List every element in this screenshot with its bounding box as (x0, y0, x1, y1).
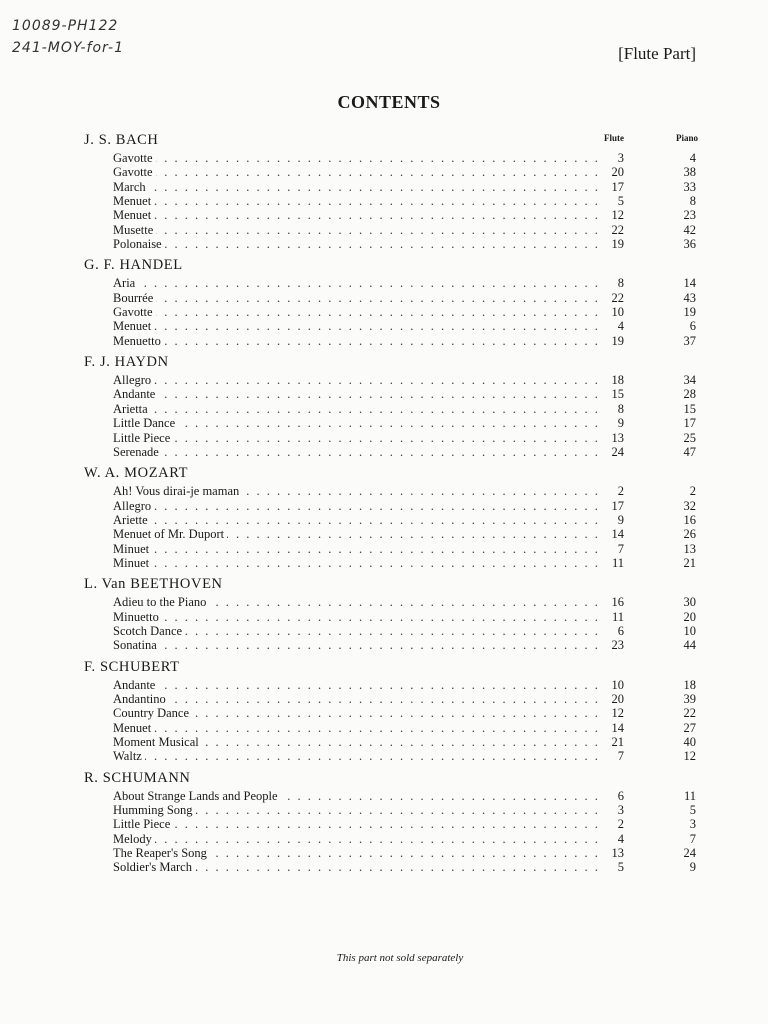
piece-row (0, 678, 768, 692)
piano-page-number: 25 (683, 430, 696, 445)
piano-page-number: 5 (689, 803, 696, 818)
piece-title: Ah! Vous dirai-je maman (113, 484, 242, 498)
piece-title: Menuet (113, 319, 154, 333)
composer-section (0, 657, 768, 764)
piece-row (0, 445, 768, 459)
piece-title-cell (113, 416, 603, 430)
piece-row (0, 638, 768, 652)
flute-page-number: 8 (617, 276, 624, 291)
piano-page-number: 34 (683, 373, 696, 388)
handwritten-catalog-number: 10089-PH122 (12, 18, 119, 34)
piano-page-number: 15 (683, 401, 696, 416)
flute-page-number: 22 (611, 222, 624, 237)
piece-row (0, 499, 768, 513)
piece-title: Adieu to the Piano (113, 595, 209, 609)
flute-page-number: 18 (611, 373, 624, 388)
piece-row (0, 832, 768, 846)
piece-title: Gavotte (113, 305, 156, 319)
piano-page-number: 4 (689, 151, 696, 165)
piece-title: Andante (113, 387, 158, 401)
flute-page-number: 2 (617, 817, 624, 832)
piece-title: Waltz (113, 749, 145, 763)
piece-row (0, 846, 768, 860)
piece-title-cell (113, 860, 603, 874)
piano-page-number: 11 (683, 788, 696, 803)
piece-title: Menuet of Mr. Duport (113, 527, 227, 541)
piece-row (0, 276, 768, 290)
part-label: [Flute Part] (618, 44, 696, 63)
piece-row (0, 803, 768, 817)
piece-row (0, 817, 768, 831)
piano-page-number: 47 (683, 444, 696, 459)
piece-title: About Strange Lands and People (113, 789, 281, 803)
piece-row (0, 610, 768, 624)
piece-title: Arietta (113, 402, 151, 416)
piece-row (0, 595, 768, 609)
piano-page-number: 39 (683, 691, 696, 706)
piece-row (0, 860, 768, 874)
flute-page-number: 7 (617, 749, 624, 764)
composer-section (0, 130, 768, 251)
composer-name: G. F. HANDEL (84, 257, 183, 274)
flute-page-number: 19 (611, 333, 624, 348)
piano-page-number: 7 (689, 831, 696, 846)
piano-page-number: 22 (683, 706, 696, 721)
piece-title-cell (113, 165, 603, 179)
table-of-contents (0, 130, 768, 879)
composer-name: F. SCHUBERT (84, 658, 180, 675)
flute-page-number: 9 (617, 512, 624, 527)
piece-row (0, 431, 768, 445)
piece-title-cell (113, 556, 603, 570)
piece-title: Serenade (113, 445, 162, 459)
piece-title-cell (113, 499, 603, 513)
piece-title: Gavotte (113, 165, 156, 179)
piece-title: Minuetto (113, 610, 162, 624)
piece-title-cell (113, 678, 603, 692)
piece-title: Country Dance (113, 706, 192, 720)
piece-title-cell (113, 373, 603, 387)
piece-title: Little Piece (113, 817, 173, 831)
flute-page-number: 15 (611, 387, 624, 402)
piano-page-number: 23 (683, 208, 696, 223)
flute-page-number: 2 (617, 484, 624, 499)
piece-row (0, 706, 768, 720)
piece-title-cell (113, 692, 603, 706)
piece-row (0, 305, 768, 319)
piece-title: Scotch Dance (113, 624, 185, 638)
piece-title: Allegro (113, 373, 154, 387)
flute-page-number: 7 (617, 541, 624, 556)
piece-row (0, 789, 768, 803)
piano-page-number: 42 (683, 222, 696, 237)
flute-page-number: 10 (611, 677, 624, 692)
piece-row (0, 527, 768, 541)
piano-page-number: 10 (683, 623, 696, 638)
piano-page-number: 9 (689, 860, 696, 875)
piece-title-cell (113, 638, 603, 652)
piece-title-cell (113, 624, 603, 638)
piece-row (0, 223, 768, 237)
piece-title: Menuet (113, 208, 154, 222)
piano-page-number: 27 (683, 720, 696, 735)
piano-page-number: 36 (683, 237, 696, 252)
piano-page-number: 33 (683, 179, 696, 194)
piece-title: Gavotte (113, 151, 156, 165)
flute-page-number: 4 (617, 319, 624, 334)
piano-page-number: 2 (689, 484, 696, 499)
footer-note: This part not sold separately (336, 952, 464, 964)
piano-page-number: 19 (683, 305, 696, 320)
piano-page-number: 40 (683, 735, 696, 749)
piano-page-number: 28 (683, 387, 696, 402)
piece-title-cell (113, 610, 603, 624)
composer-section (0, 574, 768, 652)
piano-page-number: 13 (683, 541, 696, 556)
piano-page-number: 20 (683, 609, 696, 624)
flute-page-number: 3 (617, 151, 624, 165)
piece-title: Allegro (113, 499, 154, 513)
flute-page-number: 11 (611, 609, 624, 624)
piano-page-number: 21 (683, 555, 696, 570)
piece-row (0, 334, 768, 348)
piano-page-number: 16 (683, 512, 696, 527)
flute-page-number: 13 (611, 846, 624, 861)
piece-title-cell (113, 706, 603, 720)
piece-title: Melody (113, 832, 155, 846)
flute-page-number: 16 (611, 595, 624, 610)
piece-title-cell (113, 846, 603, 860)
flute-page-number: 12 (611, 208, 624, 223)
piece-title: Menuet (113, 721, 154, 735)
piece-title-cell (113, 208, 603, 222)
piece-title-cell (113, 803, 603, 817)
flute-page-number: 4 (617, 831, 624, 846)
piece-title-cell (113, 223, 603, 237)
piece-title-cell (113, 484, 603, 498)
piano-page-number: 6 (689, 319, 696, 334)
piece-row (0, 180, 768, 194)
piano-page-number: 18 (683, 677, 696, 692)
piece-title: Soldier's March (113, 860, 195, 874)
flute-page-number: 20 (611, 165, 624, 180)
piece-row (0, 402, 768, 416)
composer-section (0, 352, 768, 459)
piece-title-cell (113, 180, 603, 194)
piano-page-number: 30 (683, 595, 696, 610)
piece-title-cell (113, 194, 603, 208)
piano-column-header: Piano (675, 133, 698, 143)
piece-row (0, 291, 768, 305)
composer-name: J. S. BACH (84, 132, 159, 148)
flute-page-number: 11 (611, 555, 624, 570)
flute-page-number: 6 (617, 623, 624, 638)
piece-title: Polonaise (113, 237, 165, 251)
piece-title: Moment Musical (113, 735, 202, 749)
piano-page-number: 26 (683, 527, 696, 542)
flute-page-number: 8 (617, 401, 624, 416)
composer-section (0, 255, 768, 348)
flute-page-number: 14 (611, 720, 624, 735)
piece-title: Menuet (113, 194, 154, 208)
piece-title-cell (113, 387, 603, 401)
piece-row (0, 416, 768, 430)
piece-row (0, 542, 768, 556)
piece-row (0, 237, 768, 251)
piece-row (0, 319, 768, 333)
flute-page-number: 5 (617, 860, 624, 875)
piece-row (0, 208, 768, 222)
piano-page-number: 38 (683, 165, 696, 180)
piece-title: Musette (113, 223, 156, 237)
piece-title: Andante (113, 678, 158, 692)
piece-title-cell (113, 291, 603, 305)
composer-section (0, 768, 768, 875)
piece-title-cell (113, 151, 603, 165)
piece-title-cell (113, 276, 603, 290)
composer-name: R. SCHUMANN (84, 769, 191, 786)
piece-title-cell (113, 527, 603, 541)
piano-page-number: 8 (689, 194, 696, 209)
piece-title: March (113, 180, 149, 194)
piece-title-cell (113, 721, 603, 735)
piece-row (0, 484, 768, 498)
piece-title: Sonatina (113, 638, 160, 652)
piece-row (0, 194, 768, 208)
piece-row (0, 735, 768, 749)
flute-page-number: 21 (611, 735, 624, 749)
piece-title-cell (113, 513, 603, 527)
piece-title-cell (113, 334, 603, 348)
piece-title: Aria (113, 276, 138, 290)
piece-row (0, 373, 768, 387)
piece-title-cell (113, 542, 603, 556)
piece-title: Ariette (113, 513, 151, 527)
flute-page-number: 14 (611, 527, 624, 542)
piece-title: Little Dance (113, 416, 178, 430)
piano-page-number: 17 (683, 416, 696, 431)
piano-page-number: 32 (683, 498, 696, 513)
piece-title-cell (113, 431, 603, 445)
flute-page-number: 22 (611, 290, 624, 305)
piano-page-number: 12 (683, 749, 696, 764)
flute-page-number: 23 (611, 638, 624, 653)
flute-page-number: 17 (611, 179, 624, 194)
composer-name: F. J. HAYDN (84, 354, 169, 371)
piece-title-cell (113, 445, 603, 459)
flute-page-number: 24 (611, 444, 624, 459)
flute-page-number: 6 (617, 788, 624, 803)
piece-title-cell (113, 735, 603, 749)
piece-title-cell (113, 817, 603, 831)
flute-column-header: Flute (604, 133, 624, 143)
piece-row (0, 624, 768, 638)
flute-page-number: 9 (617, 416, 624, 431)
piece-title: The Reaper's Song (113, 846, 210, 860)
piano-page-number: 43 (683, 290, 696, 305)
piece-title-cell (113, 319, 603, 333)
piece-title: Little Piece (113, 431, 173, 445)
piece-row (0, 387, 768, 401)
piece-title: Bourrée (113, 291, 156, 305)
flute-page-number: 10 (611, 305, 624, 320)
piece-row (0, 749, 768, 763)
piece-title-cell (113, 305, 603, 319)
composer-name: W. A. MOZART (84, 465, 189, 482)
composer-name: L. Van BEETHOVEN (84, 576, 223, 593)
piano-page-number: 3 (689, 817, 696, 832)
piece-title-cell (113, 832, 603, 846)
piano-page-number: 14 (683, 276, 696, 291)
flute-page-number: 3 (617, 803, 624, 818)
flute-page-number: 17 (611, 498, 624, 513)
piece-row (0, 556, 768, 570)
flute-page-number: 13 (611, 430, 624, 445)
flute-page-number: 20 (611, 691, 624, 706)
piece-title: Minuet (113, 542, 152, 556)
piece-title-cell (113, 402, 603, 416)
piece-row (0, 165, 768, 179)
page-title: CONTENTS (337, 92, 441, 112)
flute-page-number: 12 (611, 706, 624, 721)
piece-title-cell (113, 595, 603, 609)
piece-row (0, 151, 768, 165)
piece-title-cell (113, 789, 603, 803)
piece-title-cell (113, 749, 603, 763)
piece-title: Minuet (113, 556, 152, 570)
flute-page-number: 5 (617, 194, 624, 209)
piece-row (0, 721, 768, 735)
handwritten-catalog-code: 241-MOY-for-1 (12, 40, 124, 56)
piece-title: Andantino (113, 692, 169, 706)
composer-section (0, 463, 768, 570)
piece-title: Menuetto (113, 334, 164, 348)
piano-page-number: 44 (683, 638, 696, 653)
piece-row (0, 513, 768, 527)
piano-page-number: 37 (683, 333, 696, 348)
piece-title: Humming Song (113, 803, 196, 817)
piano-page-number: 24 (683, 846, 696, 861)
piece-title-cell (113, 237, 603, 251)
piece-row (0, 692, 768, 706)
flute-page-number: 19 (611, 237, 624, 252)
